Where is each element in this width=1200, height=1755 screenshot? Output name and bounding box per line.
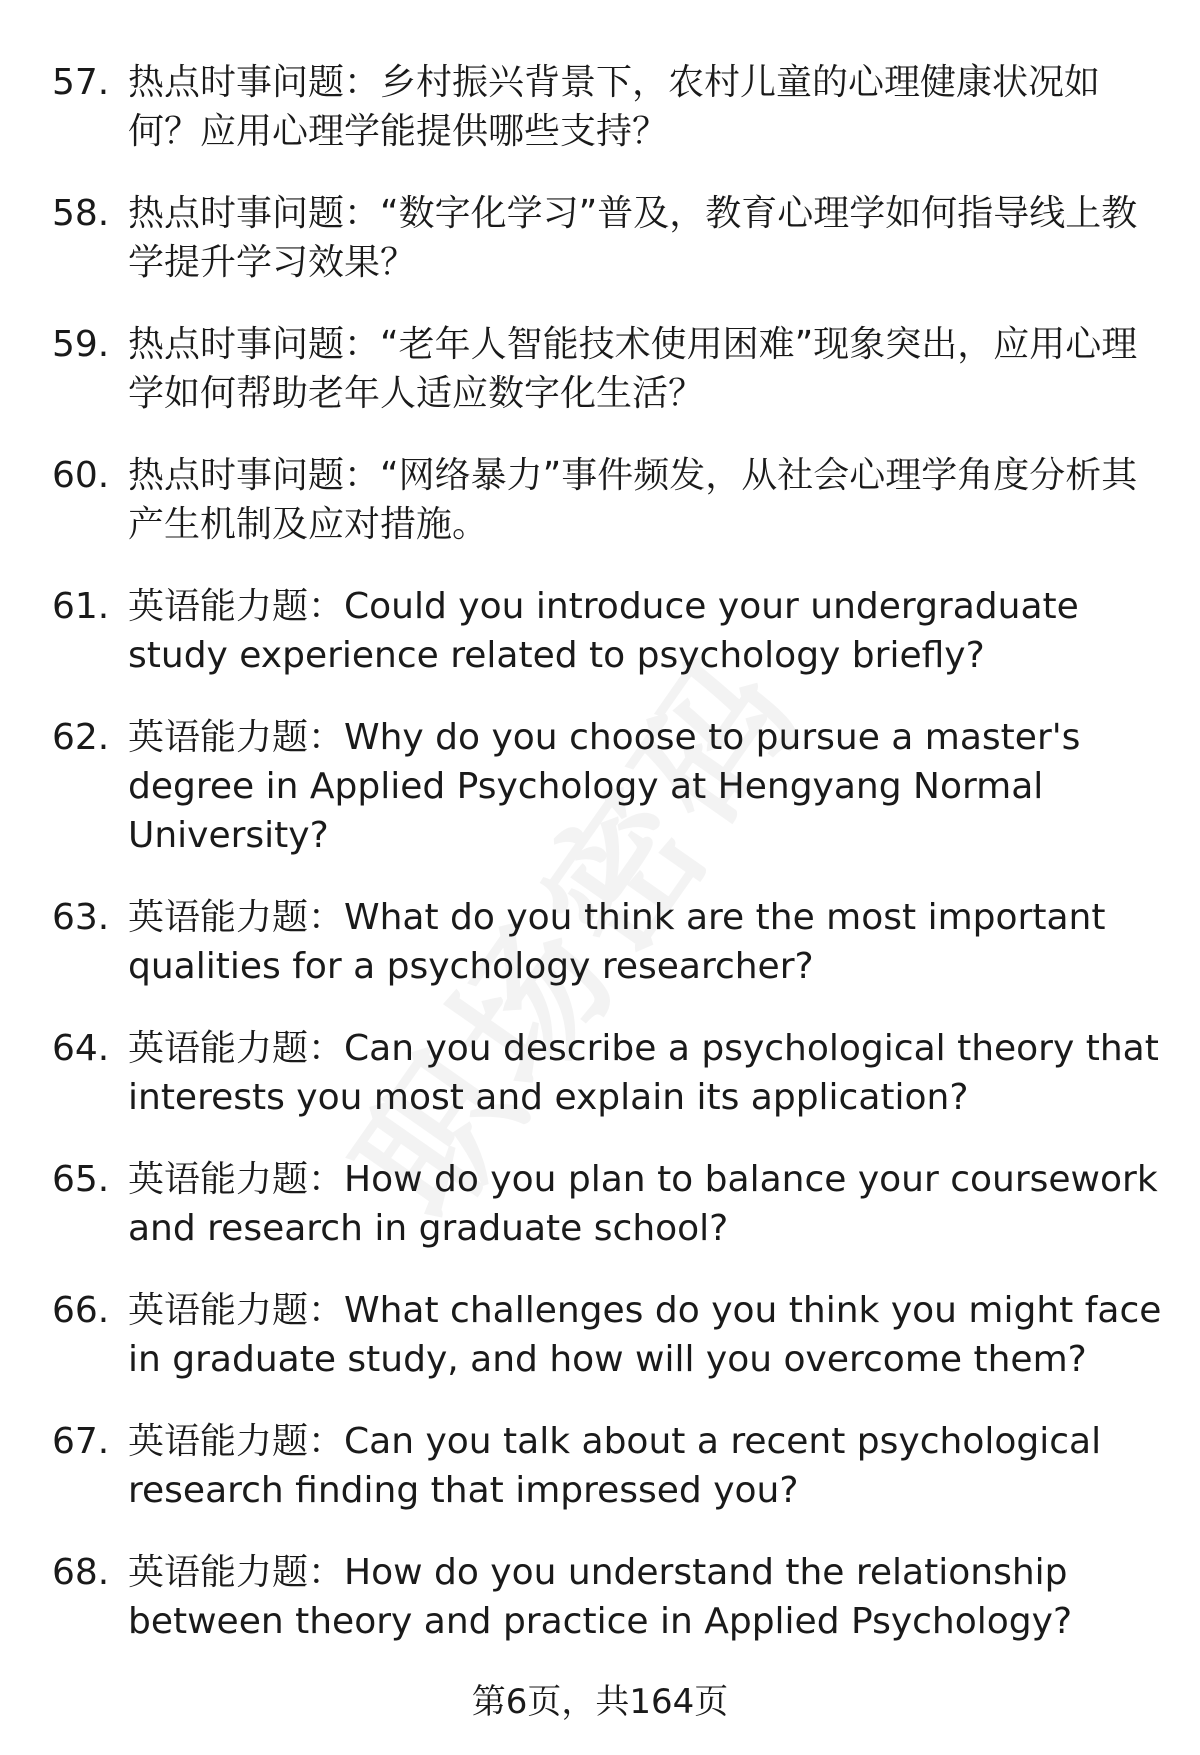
question-text: 英语能力题：Can you talk about a recent psychological research finding that impressed you? (128, 1421, 1102, 1511)
question-number: 66. (52, 1290, 110, 1331)
question-item (52, 58, 1162, 156)
question-number: 59. (52, 324, 110, 365)
question-list (52, 58, 1162, 1646)
question-text: 英语能力题：How do you understand the relationship between theory and practice in Applied Psychology? (128, 1552, 1073, 1642)
question-text: 英语能力题：What challenges do you think you might face in graduate study, and how will you overcome them? (128, 1290, 1162, 1380)
question-number: 64. (52, 1028, 110, 1069)
question-item (52, 1155, 1162, 1253)
question-item (52, 1548, 1162, 1646)
question-item (52, 713, 1162, 860)
question-item (52, 320, 1162, 418)
question-item (52, 189, 1162, 287)
question-number: 58. (52, 193, 110, 234)
question-text: 英语能力题：Could you introduce your undergraduate study experience related to psychology briefly? (128, 586, 1079, 676)
question-number: 68. (52, 1552, 110, 1593)
question-text: 英语能力题：How do you plan to balance your coursework and research in graduate school? (128, 1159, 1158, 1249)
question-text: 英语能力题：Why do you choose to pursue a master's degree in Applied Psychology at Hengyang Normal University? (128, 717, 1081, 856)
question-text: 热点时事问题：乡村振兴背景下，农村儿童的心理健康状况如何？应用心理学能提供哪些支持？ (128, 62, 1101, 152)
question-number: 60. (52, 455, 110, 496)
question-item (52, 1417, 1162, 1515)
question-number: 65. (52, 1159, 110, 1200)
question-number: 61. (52, 586, 110, 627)
question-text: 英语能力题：Can you describe a psychological theory that interests you most and explain its application? (128, 1028, 1159, 1118)
question-item (52, 1024, 1162, 1122)
question-number: 62. (52, 717, 110, 758)
question-number: 63. (52, 897, 110, 938)
question-text: 热点时事问题：“网络暴力”事件频发，从社会心理学角度分析其产生机制及应对措施。 (128, 455, 1138, 545)
question-number: 67. (52, 1421, 110, 1462)
question-text: 英语能力题：What do you think are the most important qualities for a psychology researcher? (128, 897, 1106, 987)
question-item (52, 582, 1162, 680)
question-item (52, 451, 1162, 549)
question-text: 热点时事问题：“数字化学习”普及，教育心理学如何指导线上教学提升学习效果？ (128, 193, 1138, 283)
question-number: 57. (52, 62, 110, 103)
question-item (52, 893, 1162, 991)
page-number-footer: 第6页，共164页 (471, 1682, 729, 1722)
question-item (52, 1286, 1162, 1384)
question-text: 热点时事问题：“老年人智能技术使用困难”现象突出，应用心理学如何帮助老年人适应数字化生活？ (128, 324, 1138, 414)
